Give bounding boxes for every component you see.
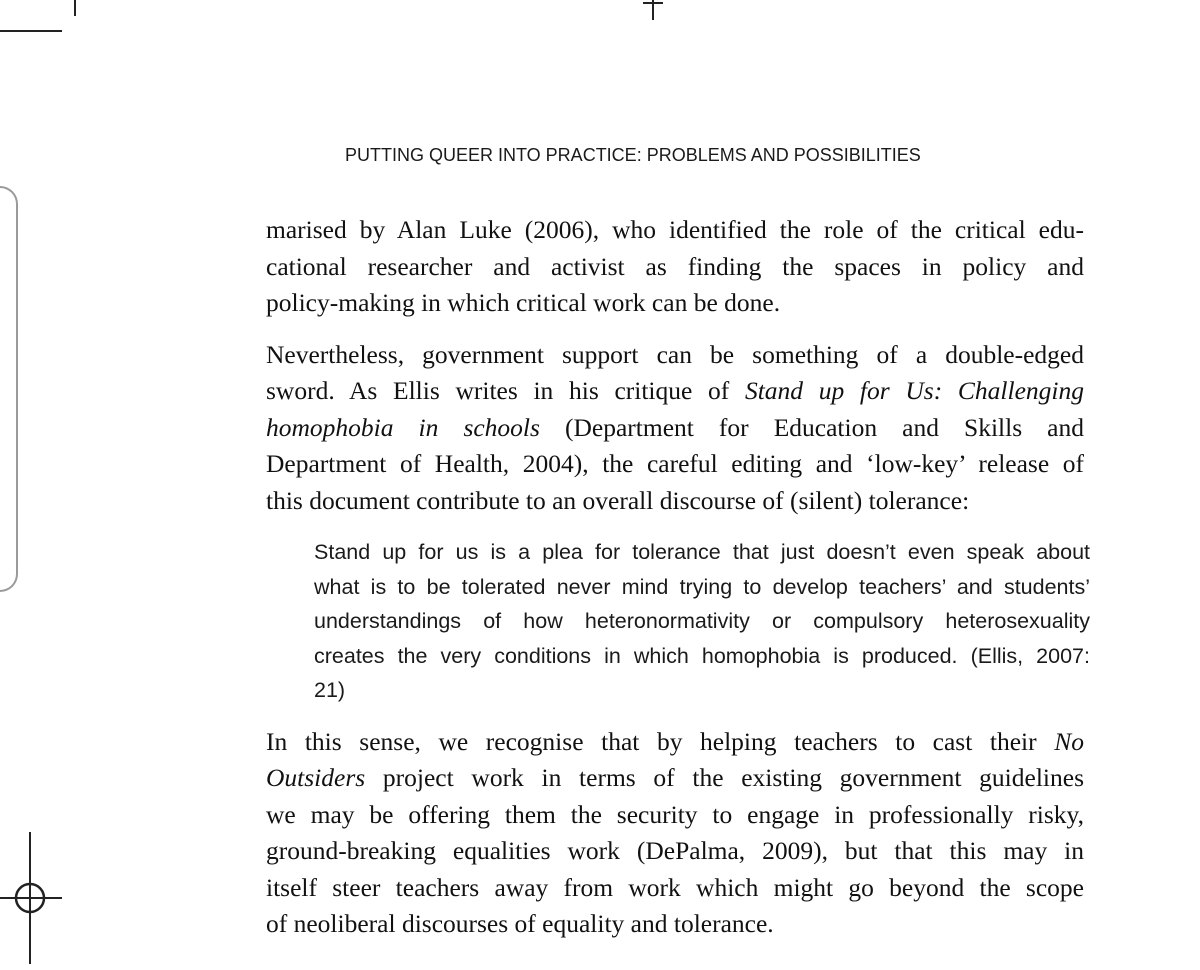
text-line: this document contribute to an overall discourse of (silent) tolerance: [266,485,970,515]
text-line: marised by Alan Luke (2006), who identified the role of the critical edu- [266,215,1084,244]
text-line [266,760,1084,797]
text-line: ground-breaking equalities work (DePalma, 2009), but that this may in [266,836,1084,865]
crop-mark-horizontal [0,30,62,32]
registration-mark-icon [0,832,62,964]
paragraph-2 [266,337,1084,520]
text-line: Department of Health, 2004), the careful editing and ‘low-key’ release of [266,449,1084,478]
text-line: we may be offering them the security to engage in professionally risky, [266,799,1084,829]
italic-title: homophobia in schools [266,412,540,442]
text-line: Nevertheless, government support can be something of a double-edged [266,339,1084,369]
italic-title: No [1054,726,1084,756]
text-line: policy-making in which critical work can be done. [266,288,781,317]
body-text [266,212,1090,943]
text-line: cational researcher and activist as finding the spaces in policy and [266,251,1084,281]
quote-line: what is to be tolerated never mind trying to develop teachers’ and students’ [314,574,1090,599]
center-crop-mark-horizontal [643,2,663,4]
italic-title: Outsiders [266,763,366,792]
paragraph-3 [266,724,1084,943]
text-run: sword. As Ellis writes in his critique of [266,376,745,405]
text-line [266,373,1084,410]
text-line [266,724,1084,761]
running-head: PUTTING QUEER INTO PRACTICE: PROBLEMS AND POSSIBILITIES [345,145,921,165]
crop-mark-vertical [74,0,76,16]
page-edge-bracket [0,186,18,592]
text-run: In this sense, we recognise that by helping teachers to cast their [266,726,1055,756]
quote-line: understandings of how heteronormativity or compulsory heterosexuality [314,609,1090,633]
paragraph-1 [266,212,1084,322]
text-run: (Department for Education and Skills and [539,412,1084,442]
text-line: of neoliberal discourses of equality and tolerance. [266,909,774,938]
text-line: itself steer teachers away from work which might go beyond the scope [266,872,1084,902]
quote-line: Stand up for us is a plea for tolerance that just doesn’t even speak about [314,540,1090,564]
italic-title: Stand up for Us: Challenging [744,376,1084,405]
text-line [266,410,1084,447]
block-quote [314,535,1090,708]
text-run: project work in terms of the existing government guidelines [365,763,1084,792]
quote-line: 21) [314,678,346,702]
quote-line: creates the very conditions in which homophobia is produced. (Ellis, 2007: [314,643,1090,668]
